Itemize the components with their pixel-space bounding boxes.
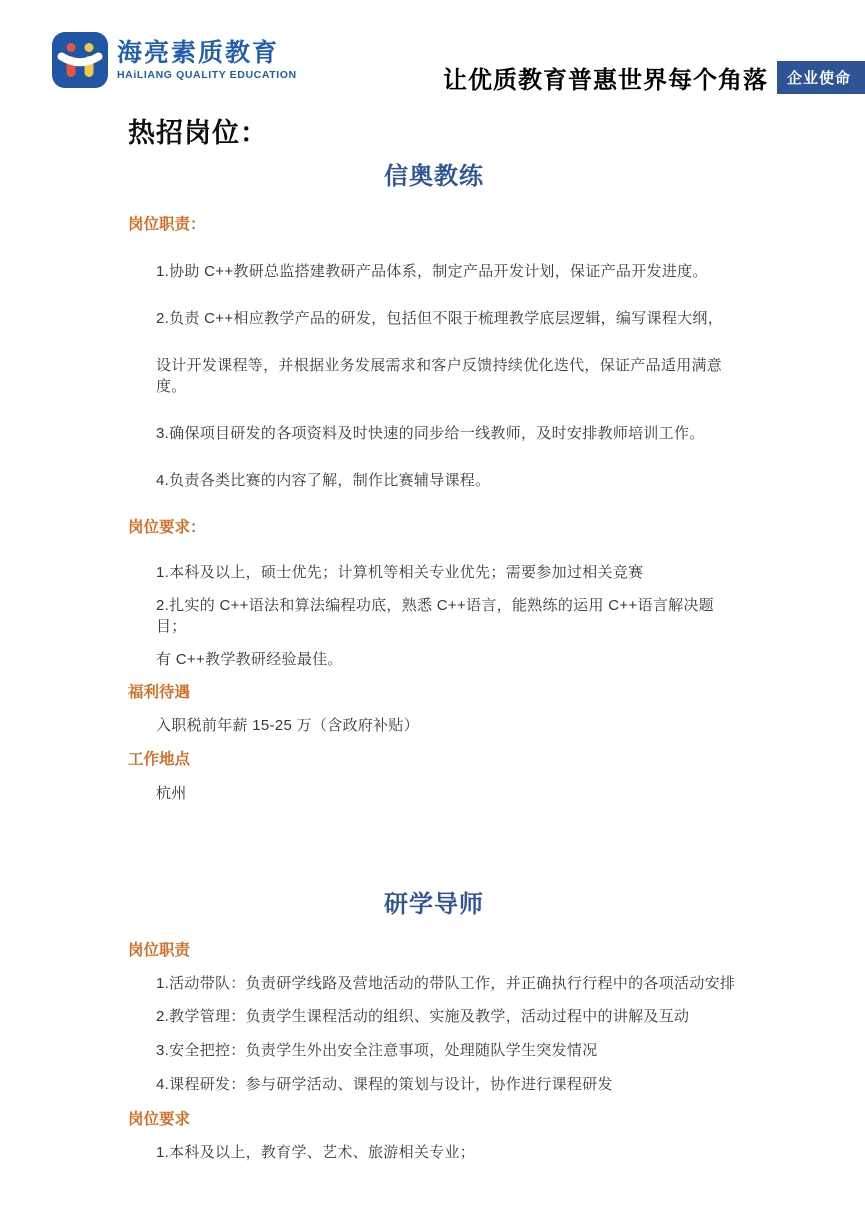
section-heading-requirements: 岗位要求 bbox=[128, 1111, 191, 1128]
section-heading-duties: 岗位职责 bbox=[128, 942, 191, 959]
benefit-line: 入职税前年薪 15-25 万（含政府补贴） bbox=[156, 717, 420, 734]
duty-line: 2.教学管理：负责学生课程活动的组织、实施及教学，活动过程中的讲解及互动 bbox=[156, 1008, 690, 1025]
company-slogan: 让优质教育普惠世界每个角落 bbox=[442, 67, 768, 94]
job-title: 信奥教练 bbox=[384, 163, 484, 190]
section-heading-requirements: 岗位要求： bbox=[128, 519, 206, 536]
requirement-line: 2.扎实的 C++语法和算法编程功底，熟悉 C++语言，能熟练的运用 C++语言解决题目； bbox=[156, 597, 714, 635]
header bbox=[0, 0, 865, 100]
logo-name-en: HAiLIANG QUALITY EDUCATION bbox=[117, 69, 297, 81]
job-title: 研学导师 bbox=[384, 891, 484, 918]
requirement-line: 有 C++教学教研经验最佳。 bbox=[156, 651, 343, 668]
duty-line: 3.安全把控：负责学生外出安全注意事项，处理随队学生突发情况 bbox=[156, 1042, 598, 1059]
duty-line: 2.负责 C++相应教学产品的研发，包括但不限于梳理教学底层逻辑，编写课程大纲， bbox=[156, 310, 724, 327]
requirement-line: 1.本科及以上，硕士优先；计算机等相关专业优先；需要参加过相关竞赛 bbox=[156, 564, 644, 581]
content bbox=[0, 116, 865, 1163]
hailiang-logo bbox=[52, 32, 297, 88]
logo-name-cn: 海亮素质教育 bbox=[117, 39, 280, 67]
page-title: 热招岗位： bbox=[128, 118, 268, 148]
location-line: 杭州 bbox=[156, 785, 187, 802]
duty-line: 3.确保项目研发的各项资料及时快速的同步给一线教师，及时安排教师培训工作。 bbox=[156, 425, 705, 442]
duty-line: 1.活动带队：负责研学线路及营地活动的带队工作，并正确执行行程中的各项活动安排 bbox=[156, 975, 736, 992]
hailiang-logo-icon bbox=[52, 32, 108, 88]
job-section-xinao-coach bbox=[128, 162, 740, 804]
tagline bbox=[443, 60, 865, 95]
duty-line: 设计开发课程等，并根据业务发展需求和客户反馈持续优化迭代，保证产品适用满意度。 bbox=[156, 357, 723, 395]
duty-line: 1.协助 C++教研总监搭建教研产品体系，制定产品开发计划，保证产品开发进度。 bbox=[156, 263, 708, 280]
section-heading-benefits: 福利待遇 bbox=[128, 684, 191, 701]
section-heading-location: 工作地点 bbox=[128, 751, 191, 768]
duty-line: 4.负责各类比赛的内容了解，制作比赛辅导课程。 bbox=[156, 472, 491, 489]
section-heading-duties: 岗位职责： bbox=[128, 216, 206, 233]
mission-badge: 企业使命 bbox=[777, 61, 865, 94]
logo-text bbox=[117, 39, 297, 81]
job-section-study-tour-tutor bbox=[128, 890, 740, 1163]
duty-line: 4.课程研发：参与研学活动、课程的策划与设计，协作进行课程研发 bbox=[156, 1076, 613, 1093]
requirement-line: 1.本科及以上，教育学、艺术、旅游相关专业； bbox=[156, 1144, 476, 1161]
